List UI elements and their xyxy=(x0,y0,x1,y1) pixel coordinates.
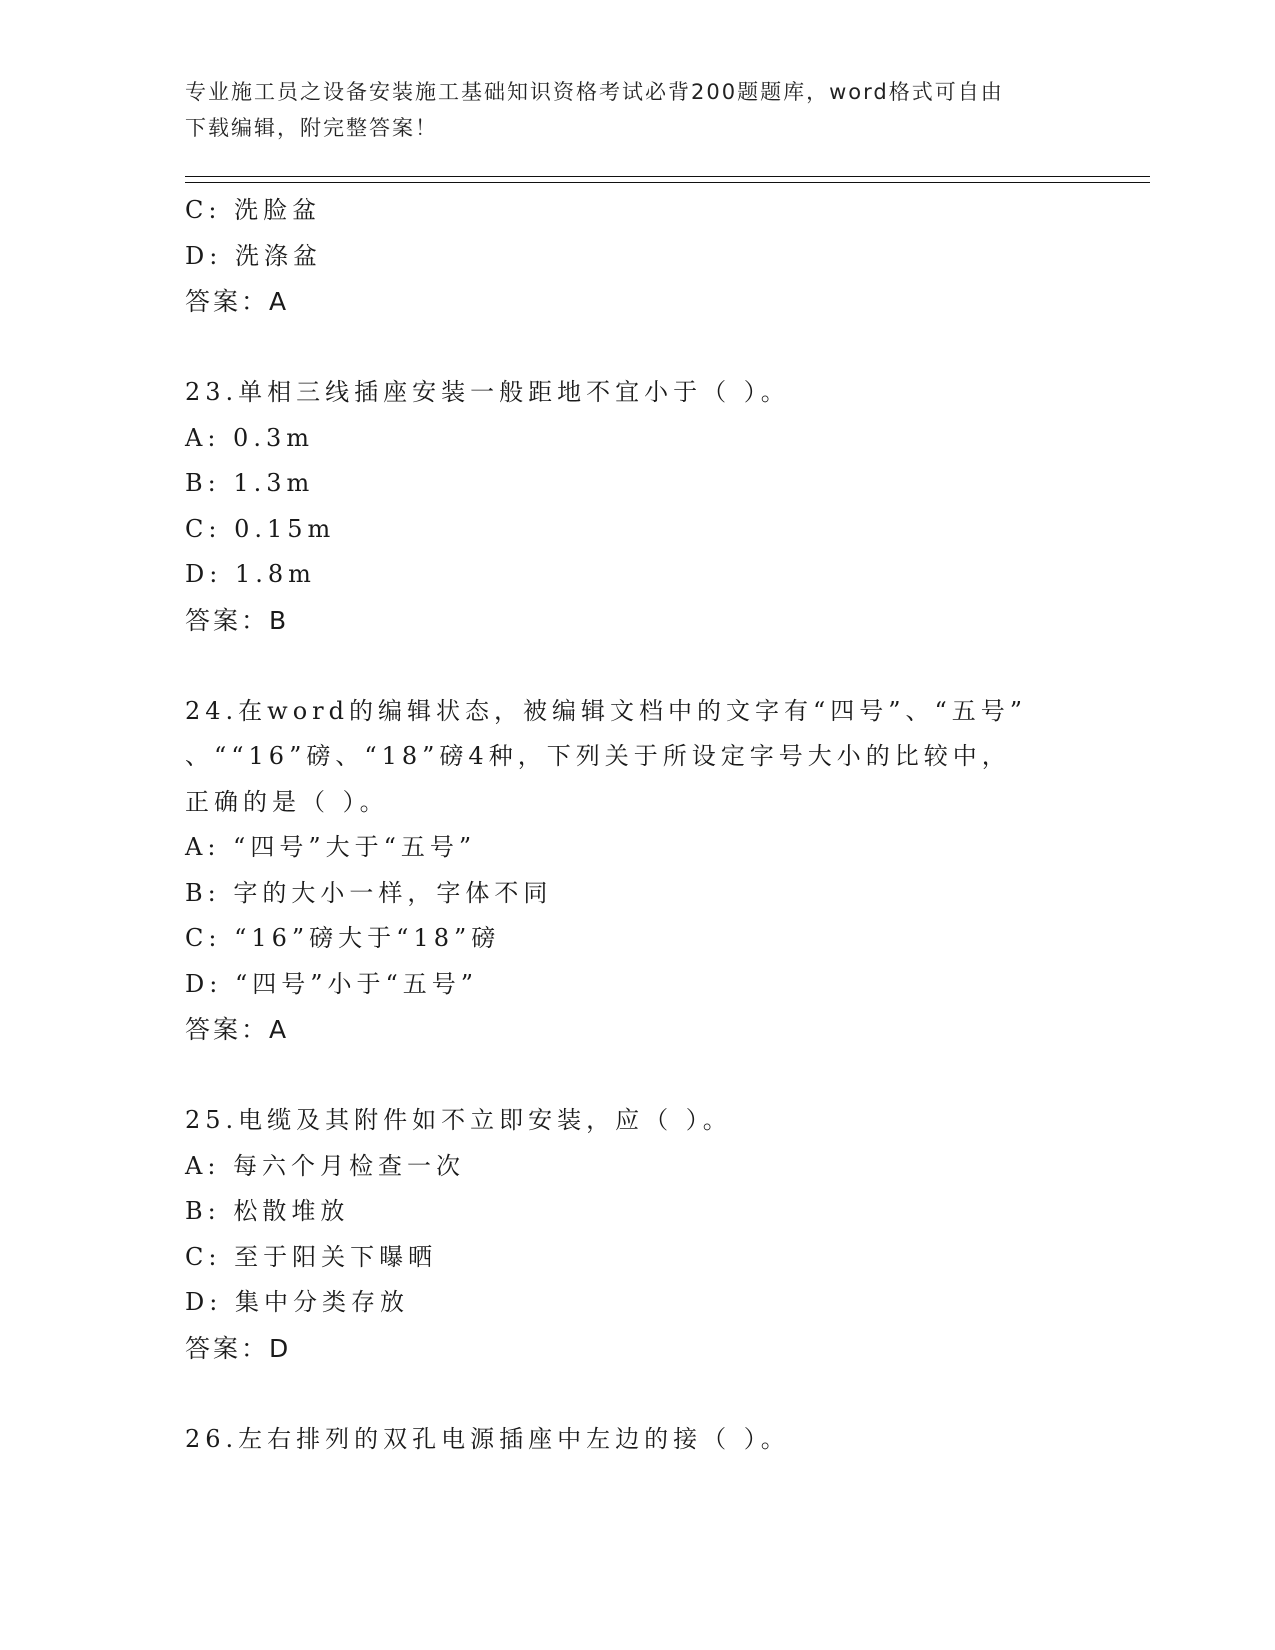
question-23 xyxy=(185,370,1085,643)
spacer xyxy=(185,643,1085,689)
answer-label: 答案：D xyxy=(185,1333,292,1363)
answer-label: 答案：B xyxy=(185,605,290,635)
question-text: 25.电缆及其附件如不立即安装，应（ ）。 xyxy=(185,1106,732,1134)
question-25 xyxy=(185,1098,1085,1371)
spacer xyxy=(185,1371,1085,1417)
header-divider-bottom xyxy=(185,182,1150,183)
option-d: D: “四号”小于“五号” xyxy=(185,969,479,998)
option-c: C: “16”磅大于“18”磅 xyxy=(185,924,501,952)
header-title-line-2: 下载编辑，附完整答案！ xyxy=(185,116,438,140)
spacer xyxy=(185,325,1085,371)
option-b: B: 松散堆放 xyxy=(185,1197,350,1225)
option-a: A: 0.3m xyxy=(185,423,314,452)
header-divider-top xyxy=(185,176,1150,177)
answer-label: 答案：A xyxy=(185,287,290,316)
question-24 xyxy=(185,689,1085,1053)
question-text-line-2: 、““16”磅、“18”磅4种，下列关于所设定字号大小的比较中， xyxy=(185,742,1011,770)
option-c: C: 至于阳关下曝晒 xyxy=(185,1242,438,1271)
question-list xyxy=(185,188,1085,1462)
option-a: A: 每六个月检查一次 xyxy=(185,1151,466,1180)
option-c: C: 洗脸盆 xyxy=(185,196,322,224)
header-title-line-1: 专业施工员之设备安装施工基础知识资格考试必背200题题库，word格式可自由 xyxy=(185,80,1004,104)
option-b: B: 字的大小一样，字体不同 xyxy=(185,878,553,907)
option-d: D: 集中分类存放 xyxy=(185,1288,409,1316)
option-a: A: “四号”大于“五号” xyxy=(185,833,477,861)
question-text-line-1: 24.在word的编辑状态，被编辑文档中的文字有“四号”、“五号” xyxy=(185,696,1028,725)
option-d: D: 1.8m xyxy=(185,560,316,588)
option-c: C: 0.15m xyxy=(185,514,336,543)
document-header xyxy=(185,74,1085,146)
question-text: 23.单相三线插座安装一般距地不宜小于（ ）。 xyxy=(185,378,790,406)
option-d: D: 洗涤盆 xyxy=(185,241,322,270)
option-b: B: 1.3m xyxy=(185,469,315,497)
question-text: 26.左右排列的双孔电源插座中左边的接（ ）。 xyxy=(185,1424,790,1453)
question-text-line-3: 正确的是（ ）。 xyxy=(185,787,389,816)
question-22-continued xyxy=(185,188,1085,325)
spacer xyxy=(185,1053,1085,1099)
question-26 xyxy=(185,1417,1085,1463)
answer-label: 答案：A xyxy=(185,1015,290,1044)
